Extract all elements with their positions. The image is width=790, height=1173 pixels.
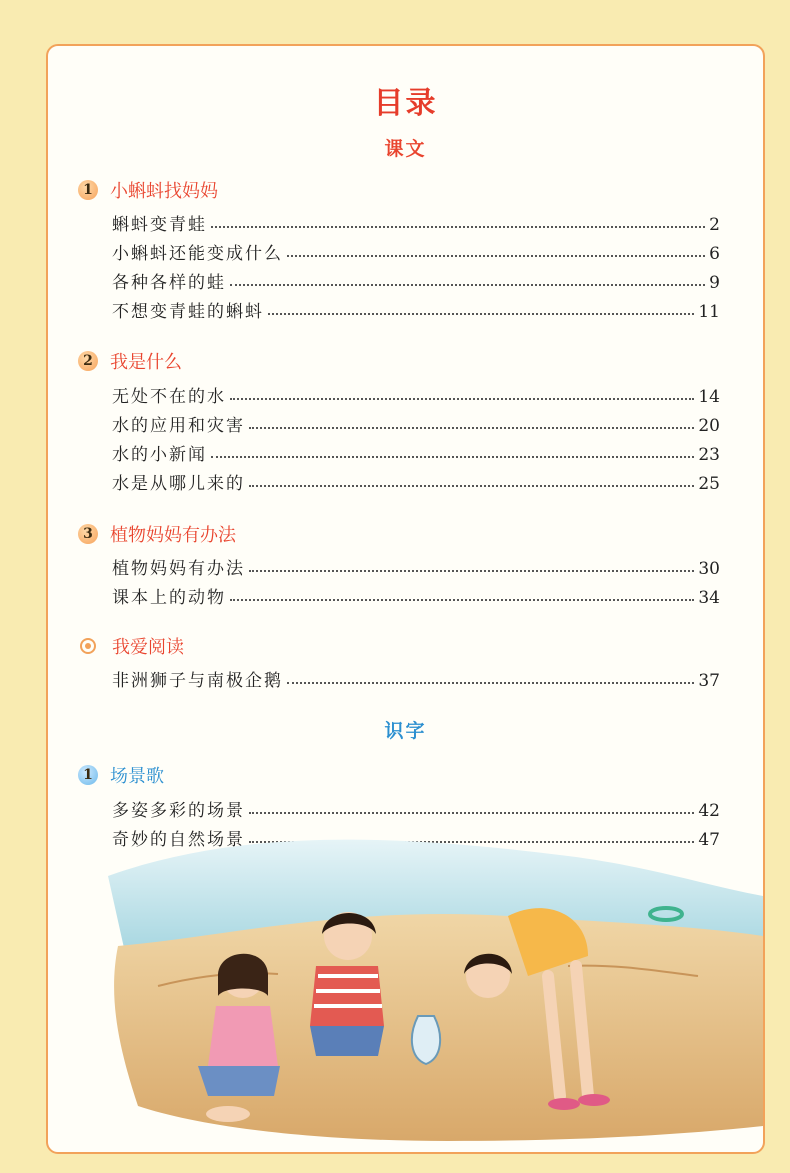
unit-number-badge: 2	[78, 351, 98, 371]
entry-page: 47	[698, 830, 720, 850]
unit-heading-3[interactable]	[78, 521, 236, 547]
entry-title: 非洲狮子与南极企鹅	[112, 671, 283, 691]
dot-leader	[287, 255, 705, 257]
entry-page: 6	[709, 244, 720, 264]
circle-bullet-icon	[80, 638, 96, 654]
toc-entry[interactable]	[112, 267, 720, 293]
entry-title: 水的小新闻	[112, 445, 207, 465]
plastic-bag	[412, 1016, 440, 1064]
entry-page: 34	[698, 588, 720, 608]
unit-title: 植物妈妈有办法	[110, 525, 236, 546]
dot-leader	[268, 313, 694, 315]
toc-entry[interactable]	[112, 381, 720, 407]
entry-title: 奇妙的自然场景	[112, 830, 245, 850]
unit-title: 我是什么	[110, 352, 182, 373]
section-heading-shizi: 识字	[384, 720, 427, 742]
entry-page: 23	[698, 445, 720, 465]
entry-title: 植物妈妈有办法	[112, 559, 245, 579]
unit-heading-reading[interactable]	[78, 633, 184, 659]
unit-heading-2[interactable]	[78, 348, 182, 374]
page-title: 目录	[373, 86, 438, 121]
entry-page: 11	[698, 302, 720, 322]
unit-number-badge: 1	[78, 180, 98, 200]
unit-title: 场景歌	[110, 766, 164, 787]
entry-title: 无处不在的水	[112, 387, 226, 407]
toc-entry[interactable]	[112, 209, 720, 235]
entry-title: 水是从哪儿来的	[112, 474, 245, 494]
entry-title: 课本上的动物	[112, 588, 226, 608]
toc-entry[interactable]	[112, 296, 720, 322]
toc-entry[interactable]	[112, 665, 720, 691]
section-heading-kewen: 课文	[384, 138, 427, 160]
unit-heading-1[interactable]	[78, 177, 218, 203]
toc-entry[interactable]	[112, 553, 720, 579]
entry-title: 不想变青蛙的蝌蚪	[112, 302, 264, 322]
entry-page: 14	[698, 387, 720, 407]
unit-number-badge: 3	[78, 524, 98, 544]
entry-page: 30	[698, 559, 720, 579]
toc-entry[interactable]	[112, 238, 720, 264]
entry-title: 水的应用和灾害	[112, 416, 245, 436]
entry-title: 蝌蚪变青蛙	[112, 215, 207, 235]
toc-entry[interactable]	[112, 582, 720, 608]
toc-entry[interactable]	[112, 410, 720, 436]
dot-leader	[211, 226, 705, 228]
dot-leader	[230, 284, 705, 286]
entry-page: 9	[709, 273, 720, 293]
toc-page	[46, 44, 765, 1154]
entry-page: 2	[709, 215, 720, 235]
entry-page: 25	[698, 474, 720, 494]
dot-leader	[287, 682, 694, 684]
toc-entry[interactable]	[112, 439, 720, 465]
unit-title: 小蝌蚪找妈妈	[110, 181, 218, 202]
entry-page: 20	[698, 416, 720, 436]
dot-leader	[249, 570, 694, 572]
unit-heading-shizi-1[interactable]	[78, 762, 164, 788]
entry-title: 多姿多彩的场景	[112, 801, 245, 821]
entry-page: 42	[698, 801, 720, 821]
toc-entry[interactable]	[112, 468, 720, 494]
dot-leader	[249, 427, 694, 429]
unit-number-badge: 1	[78, 765, 98, 785]
entry-title: 各种各样的蛙	[112, 273, 226, 293]
beach-children-illustration	[48, 796, 763, 1152]
dot-leader	[249, 485, 694, 487]
unit-title: 我爱阅读	[112, 637, 184, 658]
entry-page: 37	[698, 671, 720, 691]
dot-leader	[230, 398, 694, 400]
entry-title: 小蝌蚪还能变成什么	[112, 244, 283, 264]
dot-leader	[230, 599, 694, 601]
dot-leader	[211, 456, 694, 458]
